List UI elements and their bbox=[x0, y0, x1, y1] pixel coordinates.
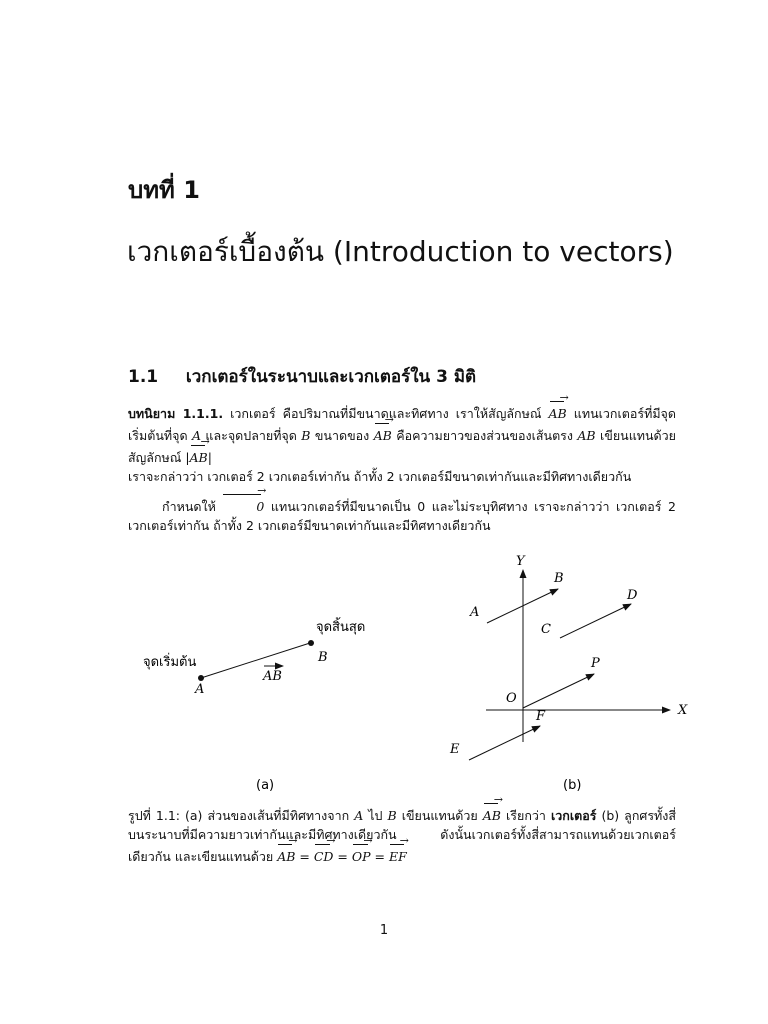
definition-text: ขนาดของ bbox=[310, 428, 374, 443]
arrow-cd bbox=[560, 604, 631, 638]
definition-text: แทนเวกเตอร์ที่มีจุดเริ่มต้นที่จุด bbox=[128, 406, 677, 443]
point-a-label: A bbox=[195, 682, 205, 697]
start-point-label: จุดเริ่มต้น bbox=[143, 655, 197, 670]
y-axis-label: Y bbox=[516, 554, 525, 569]
arrow-ef bbox=[469, 726, 540, 760]
vector-ab: AB → bbox=[374, 423, 392, 445]
point-b-label: B bbox=[318, 650, 328, 665]
definition-text: เวกเตอร์ คือปริมาณที่มีขนาดและทิศทาง เราให้สัญลักษณ์ bbox=[223, 406, 549, 421]
point-a-label: A bbox=[470, 605, 480, 620]
point-a: A bbox=[191, 428, 201, 443]
point-e-label: E bbox=[450, 742, 460, 757]
vector-ab: AB → bbox=[549, 401, 567, 423]
vector-ab-label: AB bbox=[263, 669, 282, 684]
point-p-label: P bbox=[591, 656, 600, 671]
section-number: 1.1 bbox=[128, 367, 159, 387]
figure-caption bbox=[128, 803, 676, 866]
arrow-op bbox=[523, 674, 594, 708]
point-c-label: C bbox=[541, 622, 551, 637]
caption-text: (b) ลูกศรทั้งสี่บนระนาบที่มีความยาวเท่ากันและมีทิศทางเดียวกัน ดังนั้นเวกเตอร์ทั้งสี่สามารถแทนด้วยเวกเตอร์เดียวกัน และเขียนแทนด้วย bbox=[128, 808, 677, 864]
caption-text: ไป bbox=[363, 808, 388, 823]
paragraph-text: กำหนดให้ bbox=[162, 499, 223, 514]
point-b: B bbox=[301, 428, 311, 443]
end-point-label: จุดสิ้นสุด bbox=[316, 620, 366, 635]
vector-ab: AB → bbox=[483, 803, 501, 825]
equality-sentence: เราจะกล่าวว่า เวกเตอร์ 2 เวกเตอร์เท่ากัน ถ้าทั้ง 2 เวกเตอร์มีขนาดเท่ากันและมีทิศทางเดียวกัน bbox=[128, 469, 632, 484]
vector-cd: CD → bbox=[314, 844, 334, 866]
point-a: A bbox=[354, 808, 364, 823]
caption-text: เขียนแทนด้วย bbox=[396, 808, 483, 823]
vector-ef: EF → bbox=[389, 844, 407, 866]
definition-text: | bbox=[207, 450, 212, 465]
chapter-label: บทที่ 1 bbox=[128, 176, 200, 204]
section-title: เวกเตอร์ในระนาบและเวกเตอร์ใน 3 มิติ bbox=[185, 367, 477, 387]
caption-text: เรียกว่า bbox=[500, 808, 551, 823]
zero-vector: 0 → bbox=[222, 494, 264, 516]
segment-ab: AB bbox=[577, 428, 596, 443]
vector-ab: AB → bbox=[190, 445, 208, 467]
figure-a-sublabel: (a) bbox=[256, 778, 275, 793]
chapter-title: เวกเตอร์เบื้องต้น (Introduction to vectors) bbox=[127, 235, 674, 268]
definition-text: เขียนแทนด้วยสัญลักษณ์ | bbox=[128, 428, 677, 465]
paragraph-text: แทนเวกเตอร์ที่มีขนาดเป็น 0 และไม่ระบุทิศทาง เราจะกล่าวว่า เวกเตอร์ 2 เวกเตอร์เท่ากัน ถ้าทั้ง 2 เวกเตอร์มีขนาดเท่ากันและมีทิศทางเดียวกัน bbox=[128, 499, 676, 533]
definition-text: และจุดปลายที่จุด bbox=[201, 428, 302, 443]
equals-sign: = bbox=[370, 849, 389, 864]
x-axis-label: X bbox=[678, 703, 688, 718]
vector-ab: AB → bbox=[277, 844, 295, 866]
figure-b-sublabel: (b) bbox=[563, 778, 582, 793]
equals-sign: = bbox=[295, 849, 314, 864]
equals-sign: = bbox=[333, 849, 352, 864]
caption-text: รูปที่ 1.1: (a) ส่วนของเส้นที่มีทิศทางจาก bbox=[128, 808, 355, 823]
point-b-label: B bbox=[554, 571, 564, 586]
definition-label: บทนิยาม 1.1.1. bbox=[128, 406, 224, 421]
vector-op: OP → bbox=[352, 844, 371, 866]
point-f-label: F bbox=[536, 709, 546, 724]
definition-text: คือความยาวของส่วนของเส้นตรง bbox=[391, 428, 578, 443]
point-b: B bbox=[387, 808, 397, 823]
point-d-label: D bbox=[627, 588, 638, 603]
origin-label: O bbox=[506, 691, 517, 706]
page-number: 1 bbox=[379, 923, 389, 938]
caption-bold-term: เวกเตอร์ bbox=[550, 808, 597, 823]
